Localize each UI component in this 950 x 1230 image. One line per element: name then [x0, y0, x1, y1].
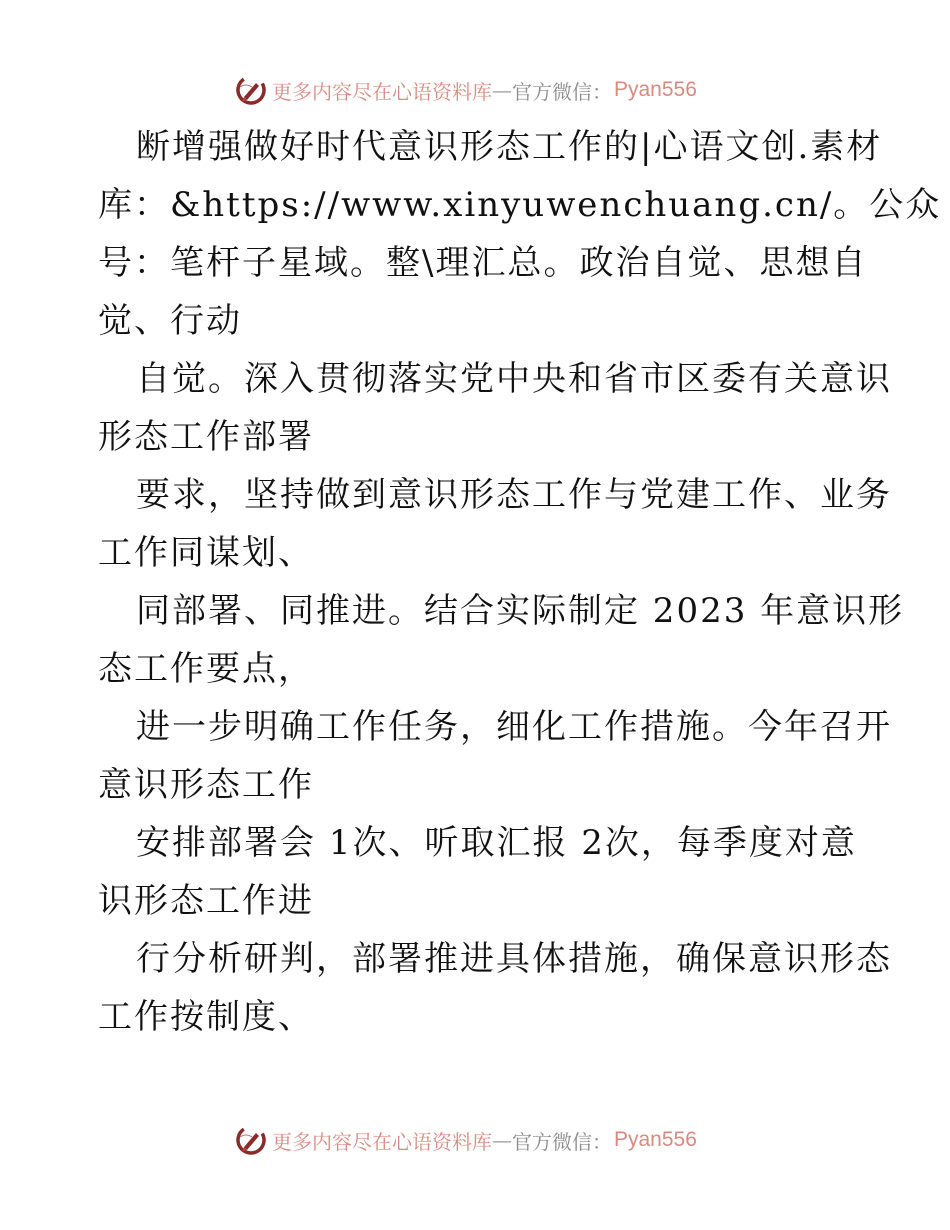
- watermark-official-label: 官方微信：: [512, 1129, 612, 1154]
- quill-pen-logo-icon: [234, 73, 268, 107]
- watermark-main-text: 更多内容尽在心语资料库: [272, 1129, 492, 1154]
- text-line: 意识形态工作: [98, 765, 314, 805]
- text-line: 进一步明确工作任务，细化工作措施。今年召开: [136, 707, 892, 747]
- text-line: 库：&https://www.xinyuwenchuang.cn/。公众: [98, 185, 942, 225]
- watermark-wechat-id: Pyan556: [614, 1128, 697, 1151]
- document-body: [98, 118, 942, 1046]
- text-line: 识形态工作进: [98, 881, 314, 921]
- text-line: 形态工作部署: [98, 417, 314, 457]
- text-line: 态工作要点，: [98, 649, 314, 689]
- watermark-official-label: 官方微信：: [512, 79, 612, 104]
- watermark-dash: —: [492, 78, 512, 102]
- text-line: 断增强做好时代意识形态工作的|心语文创.素材: [136, 127, 883, 167]
- header-watermark: [234, 72, 714, 108]
- text-line: 安排部署会 1次、听取汇报 2次，每季度对意: [136, 823, 857, 863]
- watermark-dash: —: [492, 1128, 512, 1152]
- text-line: 工作按制度、: [98, 997, 314, 1037]
- text-line: 自觉。深入贯彻落实党中央和省市区委有关意识: [136, 359, 892, 399]
- text-line: 工作同谋划、: [98, 533, 314, 573]
- text-line: 觉、行动: [98, 301, 242, 341]
- footer-watermark: [234, 1122, 714, 1158]
- text-line-url: [98, 176, 942, 234]
- text-line: 号：笔杆子星域。整\理汇总。政治自觉、思想自: [98, 243, 868, 283]
- text-line: 要求，坚持做到意识形态工作与党建工作、业务: [136, 475, 892, 515]
- quill-pen-logo-icon: [234, 1123, 268, 1157]
- watermark-main-text: 更多内容尽在心语资料库: [272, 79, 492, 104]
- text-line: 行分析研判，部署推进具体措施，确保意识形态: [136, 939, 892, 979]
- watermark-wechat-id: Pyan556: [614, 78, 697, 101]
- text-line: 同部署、同推进。结合实际制定 2023 年意识形: [136, 591, 905, 631]
